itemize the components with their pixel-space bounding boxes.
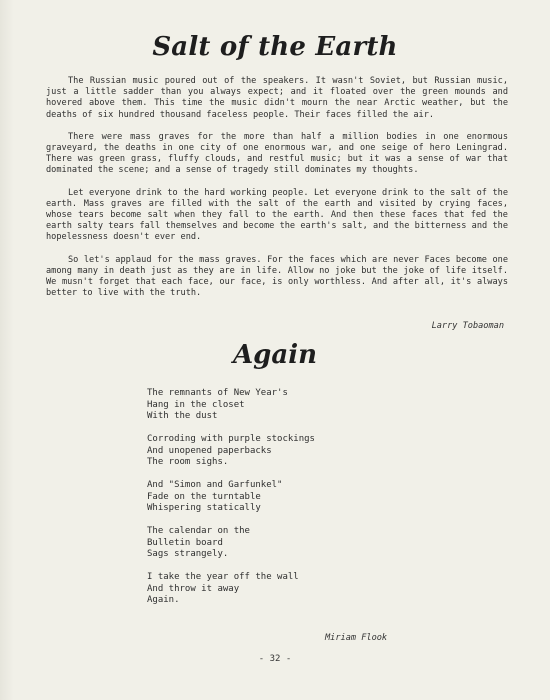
- poem-stanza-1: [147, 388, 407, 423]
- poem-body: [147, 388, 407, 618]
- article-paragraph-2: There were mass graves for the more than half a million bodies in one enormous graveyard, the deaths in one city of one enormous war, and one seige of hero Leningrad. There was green grass, fluffy clouds, and restful music; but it was a sense of war that dominated the scene; and a sense of tragedy still dominates my thoughts.: [46, 131, 508, 176]
- page-number: - 32 -: [258, 654, 292, 664]
- poem-stanza-2: [147, 434, 407, 469]
- article-body: [46, 76, 508, 310]
- poem-title: Again: [233, 340, 317, 370]
- poem-line: And unopened paperbacks: [147, 445, 272, 456]
- article-paragraph-1: The Russian music poured out of the speakers. It wasn't Soviet, but Russian music, just a little sadder than you always expect; and it floated over the green mounds and hovered above them. This time the music didn't mourn the near Arctic weather, but the deaths of six hundred thousand faceless people. Their faces filled the air.: [46, 76, 508, 120]
- poem-line: The room sighs.: [147, 457, 229, 467]
- article-title: Salt of the Earth: [152, 32, 398, 62]
- poem-stanza-3: [147, 480, 407, 515]
- poem-line: The calendar on the: [147, 526, 250, 536]
- poem-author: Miriam Flook: [325, 633, 388, 643]
- poem-line: With the dust: [147, 411, 218, 421]
- poem-stanza-5: [147, 572, 407, 607]
- poem-line: Sags strangely.: [147, 549, 229, 559]
- article-paragraph-4: So let's applaud for the mass graves. For the faces which are never Faces become one among many in death just as they are in life. Allow no joke but the joke of life itself. We musn't forget that each face, our face, is only worthless. And after all, it's always better to live with the truth.: [46, 254, 508, 299]
- poem-line: Corroding with purple stockings: [147, 434, 315, 444]
- poem-line: I take the year off the wall: [147, 572, 299, 582]
- poem-line: Fade on the turntable: [147, 491, 261, 502]
- poem-line: And "Simon and Garfunkel": [147, 480, 283, 490]
- poem-line: Whispering statically: [147, 503, 261, 513]
- poem-line: Bulletin board: [147, 537, 223, 548]
- article-author: Larry Tobaoman: [431, 321, 504, 331]
- poem-stanza-4: [147, 526, 407, 561]
- poem-line: And throw it away: [147, 583, 240, 594]
- poem-line: Hang in the closet: [147, 399, 245, 410]
- poem-line: Again.: [147, 595, 180, 605]
- article-paragraph-3: Let everyone drink to the hard working people. Let everyone drink to the salt of the earth. Mass graves are filled with the salt of the earth and visited by crying faces, whose tears become salt when they fall to the earth. And then these faces that fed the earth salty tears fall themselves and become the earth's salt, and the bitterness and the hopelessness doesn't ever end.: [46, 187, 508, 243]
- poem-line: The remnants of New Year's: [147, 388, 288, 398]
